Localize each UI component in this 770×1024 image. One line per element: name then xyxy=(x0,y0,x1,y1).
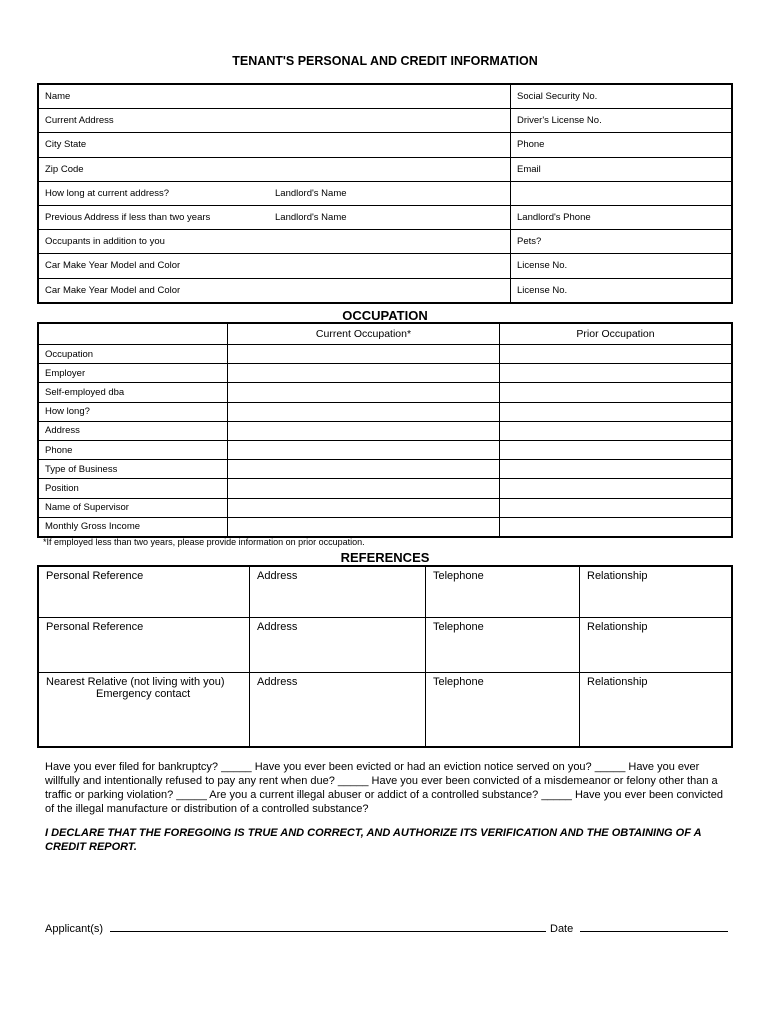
reference-telephone-cell[interactable] xyxy=(426,672,580,747)
occupation-row-label: Employer xyxy=(38,364,228,383)
reference-address-label: Address xyxy=(257,675,298,688)
reference-address-cell[interactable] xyxy=(250,566,426,617)
personal-field-right[interactable] xyxy=(511,254,733,278)
applicant-label: Applicant(s) xyxy=(45,923,104,935)
references-heading: REFERENCES xyxy=(340,550,430,565)
reference-row xyxy=(38,617,732,672)
personal-field-left[interactable] xyxy=(38,205,511,229)
personal-right-label: Social Security No. xyxy=(517,91,598,103)
prior-occupation-cell[interactable] xyxy=(500,440,733,459)
occupation-row-label: Type of Business xyxy=(38,460,228,479)
occupation-row xyxy=(38,402,732,421)
personal-field-left[interactable] xyxy=(38,230,511,254)
occupation-row-label: Position xyxy=(38,479,228,498)
personal-field-right[interactable] xyxy=(511,84,733,109)
prior-occupation-cell[interactable] xyxy=(500,402,733,421)
date-row xyxy=(550,921,728,935)
occupation-note: *If employed less than two years, please provide information on prior occupation. xyxy=(43,537,365,547)
current-occupation-cell[interactable] xyxy=(228,479,500,498)
current-occupation-cell[interactable] xyxy=(228,517,500,537)
current-occupation-cell[interactable] xyxy=(228,421,500,440)
reference-relationship-cell[interactable] xyxy=(580,672,733,747)
reference-telephone-label: Telephone xyxy=(433,675,484,688)
personal-left-label: Zip Code xyxy=(45,163,84,175)
occupation-row xyxy=(38,345,732,364)
reference-relationship-cell[interactable] xyxy=(580,617,733,672)
prior-occupation-cell[interactable] xyxy=(500,383,733,402)
occupation-row xyxy=(38,440,732,459)
date-label: Date xyxy=(550,923,574,935)
occupation-row xyxy=(38,517,732,537)
personal-left-label: How long at current address? xyxy=(45,187,170,199)
personal-right-label: Landlord's Phone xyxy=(517,212,591,224)
personal-field-right[interactable] xyxy=(511,205,733,229)
current-occupation-cell[interactable] xyxy=(228,402,500,421)
personal-field-left[interactable] xyxy=(38,254,511,278)
reference-type-cell[interactable] xyxy=(38,672,250,747)
prior-occupation-cell[interactable] xyxy=(500,345,733,364)
reference-type-cell[interactable] xyxy=(38,566,250,617)
personal-row xyxy=(38,133,732,157)
prior-occupation-cell[interactable] xyxy=(500,421,733,440)
applicant-signature-line[interactable] xyxy=(110,921,546,932)
applicant-signature-row xyxy=(45,921,546,935)
occupation-row xyxy=(38,364,732,383)
occupation-row-label: Address xyxy=(38,421,228,440)
personal-right-label: Driver's License No. xyxy=(517,115,602,127)
reference-row xyxy=(38,672,732,747)
personal-row xyxy=(38,157,732,181)
occupation-row xyxy=(38,383,732,402)
personal-left-label: Car Make Year Model and Color xyxy=(45,260,181,272)
personal-row xyxy=(38,254,732,278)
reference-telephone-cell[interactable] xyxy=(426,566,580,617)
occupation-header-blank xyxy=(38,323,228,345)
personal-mid-label: Landlord's Name xyxy=(275,187,347,199)
personal-right-label: Email xyxy=(517,163,541,175)
reference-relationship-label: Relationship xyxy=(587,620,648,633)
personal-right-label: Phone xyxy=(517,139,545,151)
personal-info-table xyxy=(37,83,733,304)
current-occupation-cell[interactable] xyxy=(228,440,500,459)
prior-occupation-cell[interactable] xyxy=(500,460,733,479)
personal-field-right[interactable] xyxy=(511,133,733,157)
screening-questions: Have you ever filed for bankruptcy? _____ Have you ever been evicted or had an eviction notice served on you? _____ Have you ever willfully and intentionally refused to pay any rent when due? _____ Have you ever been convicted of a misdemeanor or felony other than a traffic or parking violation? _____ Are you a current illegal abuser or addict of a controlled substance? _____ Have you ever been convicted of the illegal manufacture or distribution of a controlled substance? xyxy=(45,761,723,815)
personal-row xyxy=(38,181,732,205)
occupation-heading: OCCUPATION xyxy=(342,308,428,323)
form-title: TENANT'S PERSONAL AND CREDIT INFORMATION xyxy=(232,54,538,68)
reference-row xyxy=(38,566,732,617)
prior-occupation-cell[interactable] xyxy=(500,364,733,383)
personal-right-label: Pets? xyxy=(517,236,542,248)
personal-row xyxy=(38,109,732,133)
current-occupation-cell[interactable] xyxy=(228,460,500,479)
prior-occupation-cell[interactable] xyxy=(500,498,733,517)
personal-right-label: License No. xyxy=(517,284,568,296)
personal-row xyxy=(38,230,732,254)
declaration: I DECLARE THAT THE FOREGOING IS TRUE AND CORRECT, AND AUTHORIZE ITS VERIFICATION AND THE OBTAINING OF A CREDIT REPORT. xyxy=(45,827,702,853)
personal-field-right[interactable] xyxy=(511,109,733,133)
occupation-row xyxy=(38,498,732,517)
reference-telephone-label: Telephone xyxy=(433,620,484,633)
personal-field-right[interactable] xyxy=(511,181,733,205)
current-occupation-header: Current Occupation* xyxy=(228,323,500,345)
reference-type-label: Personal Reference xyxy=(46,570,144,582)
personal-field-right[interactable] xyxy=(511,157,733,181)
reference-relationship-label: Relationship xyxy=(587,675,648,688)
personal-field-left[interactable] xyxy=(38,133,511,157)
occupation-table xyxy=(37,322,733,538)
personal-left-label: City State xyxy=(45,139,87,151)
personal-field-right[interactable] xyxy=(511,278,733,303)
prior-occupation-cell[interactable] xyxy=(500,517,733,537)
current-occupation-cell[interactable] xyxy=(228,345,500,364)
prior-occupation-cell[interactable] xyxy=(500,479,733,498)
reference-relationship-label: Relationship xyxy=(587,570,648,582)
occupation-row xyxy=(38,479,732,498)
references-table xyxy=(37,565,733,748)
occupation-row xyxy=(38,460,732,479)
personal-row xyxy=(38,84,732,109)
occupation-row-label: Self-employed dba xyxy=(38,383,228,402)
reference-relationship-cell[interactable] xyxy=(580,566,733,617)
personal-field-left[interactable] xyxy=(38,109,511,133)
personal-mid-label: Landlord's Name xyxy=(275,212,347,224)
occupation-row xyxy=(38,421,732,440)
occupation-row-label: Monthly Gross Income xyxy=(38,517,228,537)
reference-address-label: Address xyxy=(257,620,298,633)
occupation-row-label: How long? xyxy=(38,402,228,421)
personal-left-label: Name xyxy=(45,91,71,103)
date-line[interactable] xyxy=(580,921,728,932)
personal-row xyxy=(38,278,732,303)
reference-telephone-label: Telephone xyxy=(433,570,484,582)
reference-type-label: Nearest Relative (not living with you) xyxy=(46,675,225,688)
personal-left-label: Car Make Year Model and Color xyxy=(45,284,181,296)
personal-left-label: Previous Address if less than two years xyxy=(45,212,211,224)
current-occupation-cell[interactable] xyxy=(228,364,500,383)
reference-type-sublabel: Emergency contact xyxy=(96,687,191,700)
reference-address-label: Address xyxy=(257,570,298,582)
current-occupation-cell[interactable] xyxy=(228,383,500,402)
reference-address-cell[interactable] xyxy=(250,617,426,672)
reference-telephone-cell[interactable] xyxy=(426,617,580,672)
prior-occupation-header: Prior Occupation xyxy=(500,323,733,345)
occupation-row-label: Occupation xyxy=(38,345,228,364)
occupation-row-label: Name of Supervisor xyxy=(38,498,228,517)
reference-address-cell[interactable] xyxy=(250,672,426,747)
personal-left-label: Current Address xyxy=(45,115,114,127)
personal-right-label: License No. xyxy=(517,260,568,272)
personal-field-left[interactable] xyxy=(38,278,511,303)
personal-field-left[interactable] xyxy=(38,181,511,205)
personal-row xyxy=(38,205,732,229)
personal-field-left[interactable] xyxy=(38,84,511,109)
personal-field-right[interactable] xyxy=(511,230,733,254)
reference-type-cell[interactable] xyxy=(38,617,250,672)
personal-field-left[interactable] xyxy=(38,157,511,181)
reference-type-label: Personal Reference xyxy=(46,620,144,633)
current-occupation-cell[interactable] xyxy=(228,498,500,517)
occupation-row-label: Phone xyxy=(38,440,228,459)
personal-left-label: Occupants in addition to you xyxy=(45,236,165,248)
